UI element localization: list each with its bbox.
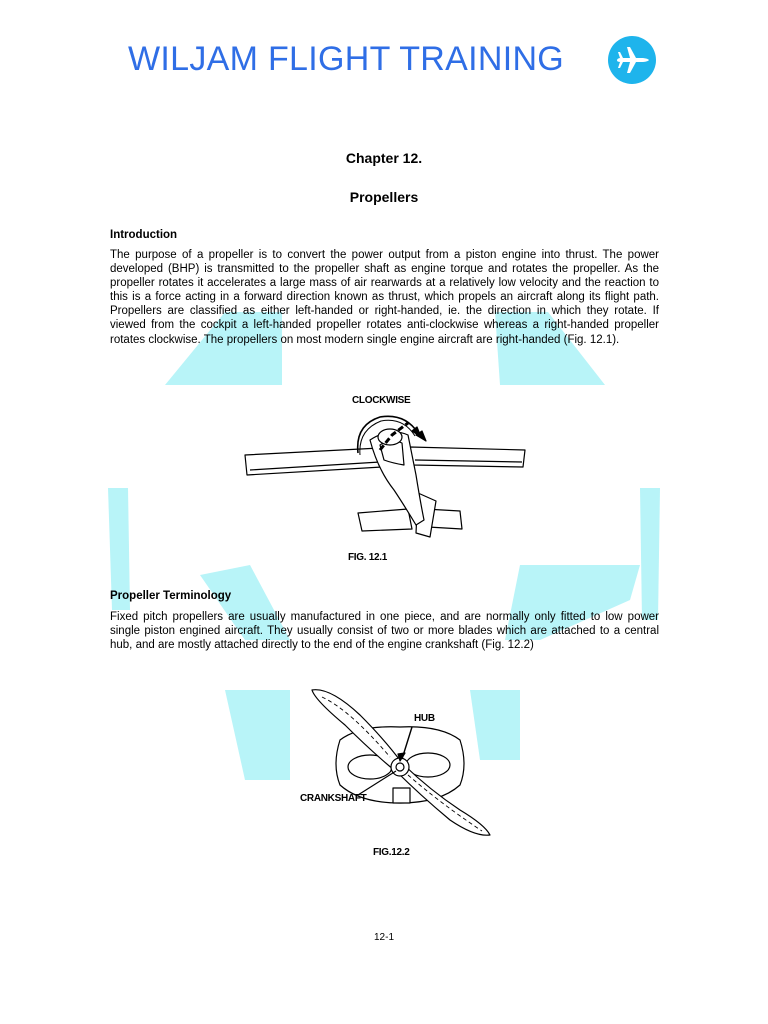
propeller-terminology-heading: Propeller Terminology [110,590,232,602]
terminology-paragraph: Fixed pitch propellers are usually manufactured in one piece, and are normally only fitted to low power single piston engined aircraft. They usually consist of two or more blades which are attached to a central hub, and are mostly attached directly to the end of the engine crankshaft (Fig. 12.2) [110,611,659,652]
chapter-title: Chapter 12. [345,150,423,166]
clockwise-label: CLOCKWISE [352,395,411,406]
figure-12-2-caption: FIG.12.2 [373,847,410,858]
crankshaft-label: CRANKSHAFT [300,793,367,804]
page-title: WILJAM FLIGHT TRAINING [128,40,565,78]
airplane-icon [608,36,656,84]
page-number: 12-1 [373,932,394,943]
introduction-heading: Introduction [110,229,178,241]
figure-12-1-caption: FIG. 12.1 [348,552,387,563]
hub-label: HUB [414,713,435,724]
propeller-illustration [300,685,500,840]
introduction-paragraph: The purpose of a propeller is to convert the power output from a piston engine into thrust. The power developed (BHP) is transmitted to the propeller shaft as engine torque and rotates the propeller. As the propeller rotates it accelerates a large mass of air rearwards at a relatively low velocity and the reaction to this is a force acting in a forward direction known as thrust, which propels an aircraft along its flight path. Propellers are classified as either left-handed or right-handed, ie. the direction in which they rotate. If viewed from the cockpit a left-handed propeller rotates anti-clockwise whereas a right-handed propeller rotates clockwise. The propellers on most modern single engine aircraft are right-handed (Fig. 12.1). [110,249,659,346]
aircraft-illustration [240,405,530,540]
chapter-subtitle: Propellers [349,189,419,205]
